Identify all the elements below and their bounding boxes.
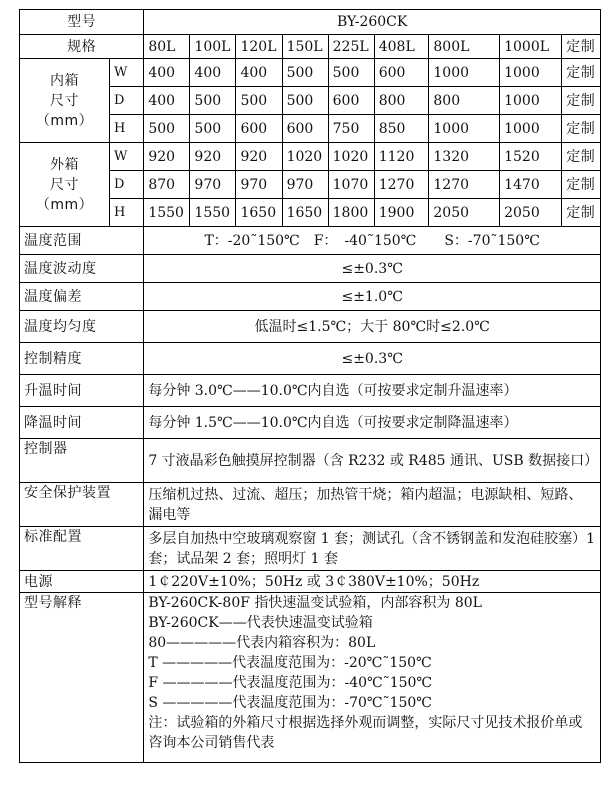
value-cell: 2050 bbox=[500, 199, 562, 227]
cooling-time-label: 降温时间 bbox=[20, 407, 144, 439]
model-explain-row bbox=[20, 593, 601, 763]
temp-fluctuation-value: ≤±0.3℃ bbox=[144, 255, 601, 283]
value-cell: 600 bbox=[282, 115, 328, 143]
model-explain-line: F —————代表温度范围为：-40℃˜150℃ bbox=[148, 675, 433, 691]
control-precision-row bbox=[20, 343, 601, 375]
inner-row bbox=[20, 59, 601, 87]
dim-label: W bbox=[110, 59, 144, 87]
value-cell: 870 bbox=[144, 171, 190, 199]
model-explain-line: T —————代表温度范围为：-20℃˜150℃ bbox=[148, 655, 432, 671]
inner-label-line3: （mm） bbox=[35, 112, 94, 129]
controller-value: 7 寸液晶彩色触摸屏控制器（含 R232 或 R485 通讯、USB 数据接口） bbox=[144, 439, 601, 483]
model-value: BY-260CK bbox=[144, 10, 601, 35]
safety-row bbox=[20, 483, 601, 527]
model-explain-line: BY-260CK-80F 指快速温变试验箱，内部容积为 80L bbox=[148, 595, 482, 611]
value-cell: 500 bbox=[282, 87, 328, 115]
value-cell: 600 bbox=[374, 59, 429, 87]
value-cell: 1550 bbox=[144, 199, 190, 227]
inner-label-line1: 内箱 bbox=[50, 72, 80, 89]
inner-size-label bbox=[20, 59, 110, 143]
temp-deviation-row bbox=[20, 283, 601, 311]
dim-label: W bbox=[110, 143, 144, 171]
value-cell: 970 bbox=[190, 171, 236, 199]
standard-config-row bbox=[20, 527, 601, 571]
safety-label: 安全保护装置 bbox=[20, 483, 144, 527]
value-cell: 800 bbox=[429, 87, 500, 115]
model-explain-label: 型号解释 bbox=[20, 593, 144, 763]
value-cell: 1000 bbox=[500, 115, 562, 143]
value-cell: 1650 bbox=[282, 199, 328, 227]
value-cell: 500 bbox=[236, 87, 282, 115]
dim-label: D bbox=[110, 171, 144, 199]
inner-label-line2: 尺寸 bbox=[50, 92, 80, 109]
value-cell: 1000 bbox=[429, 115, 500, 143]
value-cell: 600 bbox=[236, 115, 282, 143]
capacity-cell: 1000L bbox=[500, 35, 562, 59]
value-cell: 1650 bbox=[236, 199, 282, 227]
temp-uniformity-row bbox=[20, 311, 601, 343]
value-cell: 1520 bbox=[500, 143, 562, 171]
capacity-cell: 150L bbox=[282, 35, 328, 59]
capacity-cell: 定制 bbox=[562, 35, 601, 59]
value-cell: 1000 bbox=[500, 87, 562, 115]
value-cell: 定制 bbox=[562, 59, 601, 87]
model-explain-line: 80—————代表内箱容积为：80L bbox=[148, 635, 376, 651]
model-row bbox=[20, 10, 601, 35]
temp-uniformity-value: 低温时≤1.5℃；大于 80℃时≤2.0℃ bbox=[144, 311, 601, 343]
outer-size-label bbox=[20, 143, 110, 227]
temp-fluctuation-label: 温度波动度 bbox=[20, 255, 144, 283]
power-row bbox=[20, 571, 601, 593]
model-label: 型号 bbox=[20, 10, 144, 35]
power-label: 电源 bbox=[20, 571, 144, 593]
value-cell: 500 bbox=[328, 59, 374, 87]
heating-time-value: 每分钟 3.0℃——10.0℃内自选（可按要求定制升温速率） bbox=[144, 375, 601, 407]
controller-label: 控制器 bbox=[20, 439, 144, 483]
value-cell: 2050 bbox=[429, 199, 500, 227]
control-precision-label: 控制精度 bbox=[20, 343, 144, 375]
cooling-time-value: 每分钟 1.5℃——10.0℃内自选（可按要求定制降温速率） bbox=[144, 407, 601, 439]
temp-fluctuation-row bbox=[20, 255, 601, 283]
value-cell: 920 bbox=[144, 143, 190, 171]
value-cell: 600 bbox=[328, 87, 374, 115]
model-explain-value bbox=[144, 593, 601, 763]
temp-uniformity-label: 温度均匀度 bbox=[20, 311, 144, 343]
value-cell: 850 bbox=[374, 115, 429, 143]
capacity-cell: 408L bbox=[374, 35, 429, 59]
temp-range-row bbox=[20, 227, 601, 255]
spec-table bbox=[19, 9, 601, 763]
value-cell: 500 bbox=[282, 59, 328, 87]
value-cell: 500 bbox=[144, 115, 190, 143]
value-cell: 1000 bbox=[429, 59, 500, 87]
value-cell: 1270 bbox=[374, 171, 429, 199]
dim-label: H bbox=[110, 115, 144, 143]
value-cell: 1000 bbox=[500, 59, 562, 87]
model-explain-note: 注：试验箱的外箱尺寸根据选择外观而调整，实际尺寸见技术报价单或咨询本公司销售代表 bbox=[148, 715, 583, 751]
value-cell: 800 bbox=[374, 87, 429, 115]
value-cell: 500 bbox=[190, 115, 236, 143]
capacity-cell: 120L bbox=[236, 35, 282, 59]
temp-deviation-label: 温度偏差 bbox=[20, 283, 144, 311]
value-cell: 400 bbox=[236, 59, 282, 87]
outer-label-line3: （mm） bbox=[35, 196, 94, 213]
value-cell: 750 bbox=[328, 115, 374, 143]
value-cell: 1070 bbox=[328, 171, 374, 199]
standard-config-label: 标准配置 bbox=[20, 527, 144, 571]
value-cell: 400 bbox=[144, 59, 190, 87]
heating-time-row bbox=[20, 375, 601, 407]
outer-row bbox=[20, 143, 601, 171]
power-value: 1￠220V±10%；50Hz 或 3￠380V±10%；50Hz bbox=[144, 571, 601, 593]
temp-range-value: T：-20˜150℃ F： -40˜150℃ S：-70˜150℃ bbox=[144, 227, 601, 255]
value-cell: 1270 bbox=[429, 171, 500, 199]
temp-deviation-value: ≤±1.0℃ bbox=[144, 283, 601, 311]
control-precision-value: ≤±0.3℃ bbox=[144, 343, 601, 375]
value-cell: 定制 bbox=[562, 171, 601, 199]
value-cell: 970 bbox=[282, 171, 328, 199]
capacity-row bbox=[20, 35, 601, 59]
standard-config-value: 多层自加热中空玻璃观察窗 1 套；测试孔（含不锈钢盖和发泡硅胶塞）1 套；试品架 2 套；照明灯 1 套 bbox=[144, 527, 601, 571]
value-cell: 1800 bbox=[328, 199, 374, 227]
value-cell: 1320 bbox=[429, 143, 500, 171]
value-cell: 920 bbox=[236, 143, 282, 171]
value-cell: 1900 bbox=[374, 199, 429, 227]
value-cell: 1470 bbox=[500, 171, 562, 199]
model-explain-line: BY-260CK——代表快速温变试验箱 bbox=[148, 615, 373, 631]
cooling-time-row bbox=[20, 407, 601, 439]
value-cell: 400 bbox=[144, 87, 190, 115]
value-cell: 定制 bbox=[562, 87, 601, 115]
value-cell: 970 bbox=[236, 171, 282, 199]
value-cell: 500 bbox=[190, 87, 236, 115]
value-cell: 定制 bbox=[562, 115, 601, 143]
capacity-cell: 80L bbox=[144, 35, 190, 59]
outer-label-line2: 尺寸 bbox=[50, 176, 80, 193]
capacity-cell: 225L bbox=[328, 35, 374, 59]
dim-label: D bbox=[110, 87, 144, 115]
value-cell: 定制 bbox=[562, 143, 601, 171]
controller-row bbox=[20, 439, 601, 483]
heating-time-label: 升温时间 bbox=[20, 375, 144, 407]
temp-range-label: 温度范围 bbox=[20, 227, 144, 255]
value-cell: 1020 bbox=[328, 143, 374, 171]
safety-value: 压缩机过热、过流、超压；加热管干烧；箱内超温；电源缺相、短路、漏电等 bbox=[144, 483, 601, 527]
dim-label: H bbox=[110, 199, 144, 227]
value-cell: 920 bbox=[190, 143, 236, 171]
value-cell: 1120 bbox=[374, 143, 429, 171]
value-cell: 1020 bbox=[282, 143, 328, 171]
value-cell: 定制 bbox=[562, 199, 601, 227]
value-cell: 1550 bbox=[190, 199, 236, 227]
spec-label: 规格 bbox=[20, 35, 144, 59]
outer-label-line1: 外箱 bbox=[50, 156, 80, 173]
capacity-cell: 100L bbox=[190, 35, 236, 59]
capacity-cell: 800L bbox=[429, 35, 500, 59]
value-cell: 400 bbox=[190, 59, 236, 87]
model-explain-line: S —————代表温度范围为：-70℃˜150℃ bbox=[148, 695, 432, 711]
